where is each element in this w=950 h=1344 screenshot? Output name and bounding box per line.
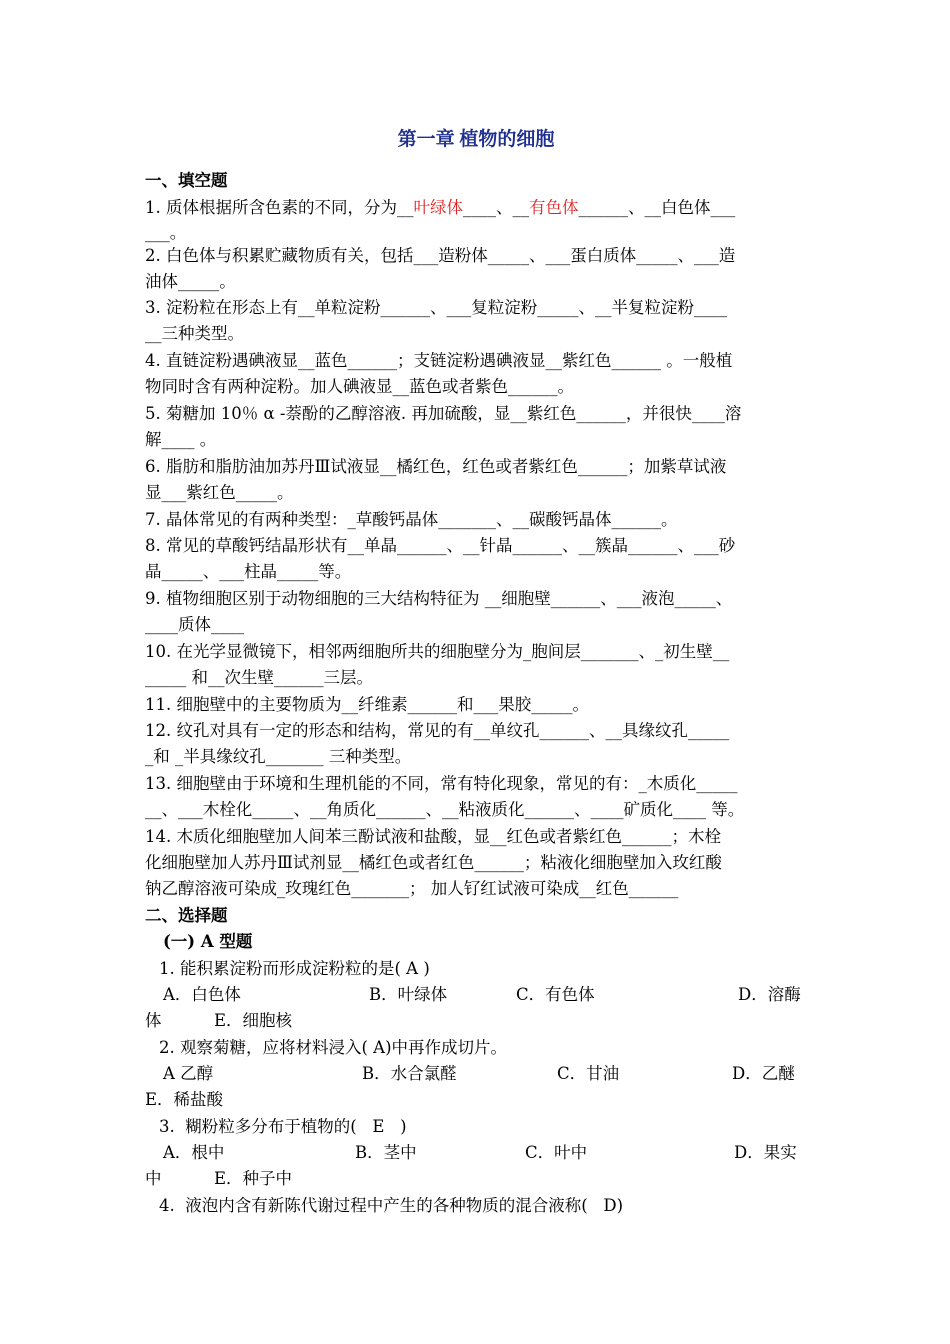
mc-q2-option-a: A 乙醇 bbox=[163, 1064, 214, 1083]
fill-q14-line2: 化细胞壁加人苏丹Ⅲ试剂显__橘红色或者红色______；粘液化细胞壁加入玫红酸 bbox=[145, 853, 722, 872]
mc-q2-option-d: D．乙醚 bbox=[732, 1064, 795, 1083]
answer-chromoplast: 有色体 bbox=[529, 198, 579, 217]
fill-q2-line2: 油体_____。 bbox=[145, 272, 236, 291]
fill-q6-line2: 显___紫红色_____。 bbox=[145, 483, 294, 502]
fill-q13-line1: 13. 细胞壁由于环境和生理机能的不同，常有特化现象，常见的有：_木质化_____ bbox=[145, 774, 738, 793]
fill-q7: 7. 晶体常见的有两种类型：_草酸钙晶体_______、__碳酸钙晶体______。 bbox=[145, 510, 678, 529]
fill-q4-line2: 物同时含有两种淀粉。加人碘液显__蓝色或者紫色______。 bbox=[145, 377, 574, 396]
mc-q1-stem: 1. 能积累淀粉而形成淀粉粒的是( A ) bbox=[159, 959, 430, 978]
fill-q3-line2: __三种类型。 bbox=[145, 324, 244, 343]
fill-q2-line1: 2. 白色体与积累贮藏物质有关，包括___造粉体_____、___蛋白质体_____、___造 bbox=[145, 246, 736, 265]
fill-q5-line1: 5. 菊糖加 10％ α -萘酚的乙醇溶液. 再加硫酸，显__紫红色______，并很快____溶 bbox=[145, 404, 742, 423]
mc-q2-stem: 2. 观察菊糖，应将材料浸入( A)中再作成切片。 bbox=[159, 1038, 508, 1057]
chapter-title: 第一章 植物的细胞 bbox=[397, 129, 555, 150]
fill-q1-line1: 1. 质体根据所含色素的不同，分为__叶绿体____、__有色体______、__白色体___ bbox=[145, 198, 736, 217]
fill-q11: 11. 细胞壁中的主要物质为__纤维素______和___果胶_____。 bbox=[145, 695, 589, 714]
mc-q4-stem: 4. 液泡内含有新陈代谢过程中产生的各种物质的混合液称( D) bbox=[159, 1196, 624, 1215]
mc-q3-option-d: D．果实 bbox=[734, 1143, 797, 1162]
fill-q4-line1: 4. 直链淀粉遇碘液显__蓝色______；支链淀粉遇碘液显__紫红色______ 。一般植 bbox=[145, 351, 733, 370]
mc-q1-continuation: 体 E．细胞核 bbox=[145, 1011, 292, 1030]
fill-q14-line3: 钠乙醇溶液可染成_玫瑰红色_______； 加人钌红试液可染成__红色______ bbox=[145, 879, 679, 898]
fill-q8-line1: 8. 常见的草酸钙结晶形状有__单晶______、__针晶______、__簇晶______、___砂 bbox=[145, 536, 736, 555]
section-heading-fill-in: 一、填空题 bbox=[145, 171, 228, 190]
mc-q1-option-c: C．有色体 bbox=[516, 985, 595, 1004]
mc-q1-option-a: A．白色体 bbox=[163, 985, 241, 1004]
fill-q3-line1: 3. 淀粉粒在形态上有__单粒淀粉______、___复粒淀粉_____、__半复粒淀粉____ bbox=[145, 298, 727, 317]
section-heading-multiple-choice: 二、选择题 bbox=[145, 906, 228, 925]
fill-q5-line2: 解____ 。 bbox=[145, 430, 217, 449]
mc-q3-stem: 3. 糊粉粒多分布于植物的( E ) bbox=[159, 1117, 407, 1136]
mc-q2-continuation: E．稀盐酸 bbox=[145, 1090, 224, 1109]
fill-q12-line2: _和 _半具缘纹孔_______ 三种类型。 bbox=[145, 747, 412, 766]
fill-q10-line2: _____ 和__次生壁______三层。 bbox=[145, 668, 373, 687]
fill-q1-line2: ___。 bbox=[145, 223, 187, 242]
fill-q6-line1: 6. 脂肪和脂肪油加苏丹Ⅲ试液显__橘红色，红色或者紫红色______；加紫草试液 bbox=[145, 457, 727, 476]
mc-q2-option-c: C．甘油 bbox=[557, 1064, 620, 1083]
mc-q3-option-a: A．根中 bbox=[163, 1143, 225, 1162]
mc-q1-option-b: B．叶绿体 bbox=[369, 985, 448, 1004]
mc-q3-continuation: 中 E．种子中 bbox=[145, 1169, 292, 1188]
fill-q8-line2: 晶_____、___柱晶_____等。 bbox=[145, 562, 352, 581]
fill-q13-line2: __、___木栓化_____、__角质化______、__粘液质化______、____矿质化____ 等。 bbox=[145, 800, 745, 819]
mc-q3-option-b: B．茎中 bbox=[355, 1143, 417, 1162]
fill-q10-line1: 10. 在光学显微镜下，相邻两细胞所共的细胞壁分为_胞间层_______、_初生壁__ bbox=[145, 642, 730, 661]
answer-chloroplast: 叶绿体 bbox=[413, 198, 463, 217]
fill-q12-line1: 12. 纹孔对具有一定的形态和结构，常见的有__单纹孔______、__具缘纹孔_____ bbox=[145, 721, 730, 740]
fill-q9-line2: ____质体____ bbox=[145, 615, 244, 634]
mc-q2-option-b: B．水合氯醛 bbox=[362, 1064, 457, 1083]
fill-q14-line1: 14. 木质化细胞壁加人间苯三酚试液和盐酸，显__红色或者紫红色______；木栓 bbox=[145, 827, 721, 846]
mc-q3-option-c: C．叶中 bbox=[525, 1143, 588, 1162]
fill-q9-line1: 9. 植物细胞区别于动物细胞的三大结构特征为 __细胞壁______、___液泡_____、 bbox=[145, 589, 733, 608]
mc-q1-option-d: D．溶酶 bbox=[738, 985, 801, 1004]
subsection-heading-type-a: (一) A 型题 bbox=[163, 932, 253, 951]
